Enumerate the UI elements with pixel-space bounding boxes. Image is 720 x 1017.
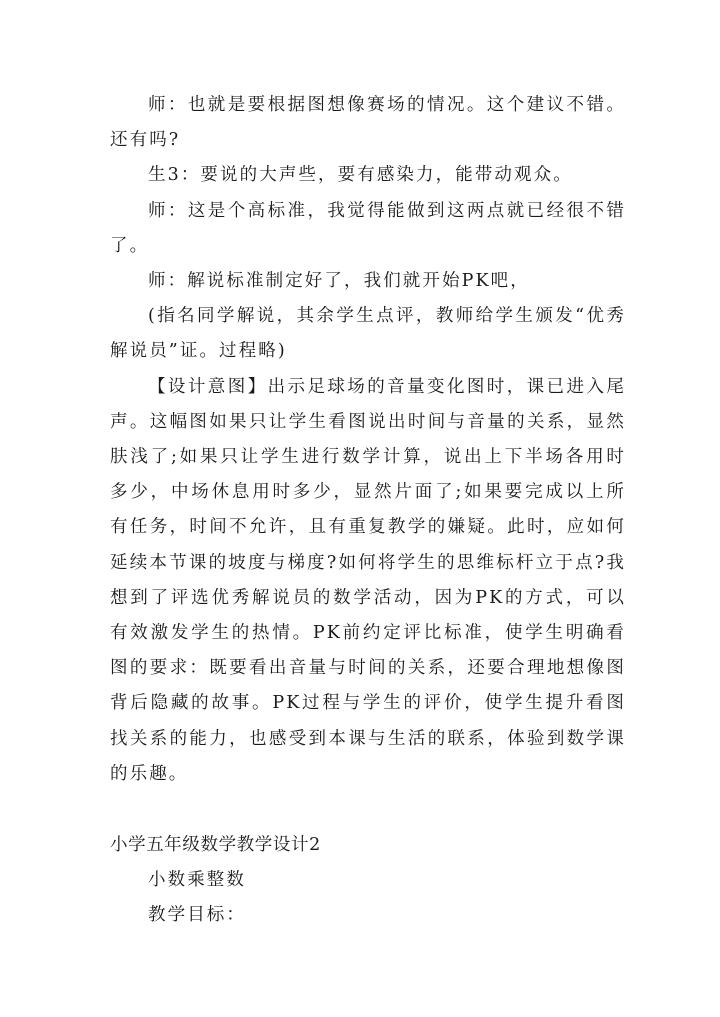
document-body xyxy=(110,88,626,934)
paragraph-student-3: 生3：要说的大声些，要有感染力，能带动观众。 xyxy=(148,165,573,186)
section-title: 小学五年级数学教学设计2 xyxy=(110,835,321,856)
lesson-title: 小数乘整数 xyxy=(148,870,246,891)
paragraph-teacher-pk: 师：解说标准制定好了，我们就开始PK吧， xyxy=(148,271,530,292)
paragraph-design-intent: 【设计意图】出示足球场的音量变化图时，课已进入尾声。这幅图如果只让学生看图说出时间与音量的关系，显然肤浅了;如果只让学生进行数学计算，说出上下半场各用时多少，中场休息用时多少，显然片面了;如果要完成以上所有任务，时间不允许，且有重复教学的嫌疑。此时，应如何延续本节课的坡度与梯度?如何将学生的思维标杆立于点?我想到了评选优秀解说员的数学活动，因为PK的方式，可以有效激发学生的热情。PK前约定评比标准，使学生明确看图的要求：既要看出音量与时间的关系，还要合理地想像图背后隐藏的故事。PK过程与学生的评价，使学生提升看图找关系的能力，也感受到本课与生活的联系，体验到数学课的乐趣。 xyxy=(110,376,626,784)
objectives-label: 教学目标： xyxy=(148,905,246,926)
paragraph-teacher-suggestion: 师：也就是要根据图想像赛场的情况。这个建议不错。还有吗? xyxy=(110,95,626,151)
paragraph-process-note: (指名同学解说，其余学生点评，教师给学生颁发“优秀解说员”证。过程略) xyxy=(110,306,626,362)
paragraph-teacher-standard: 师：这是个高标准，我觉得能做到这两点就已经很不错了。 xyxy=(110,200,626,256)
